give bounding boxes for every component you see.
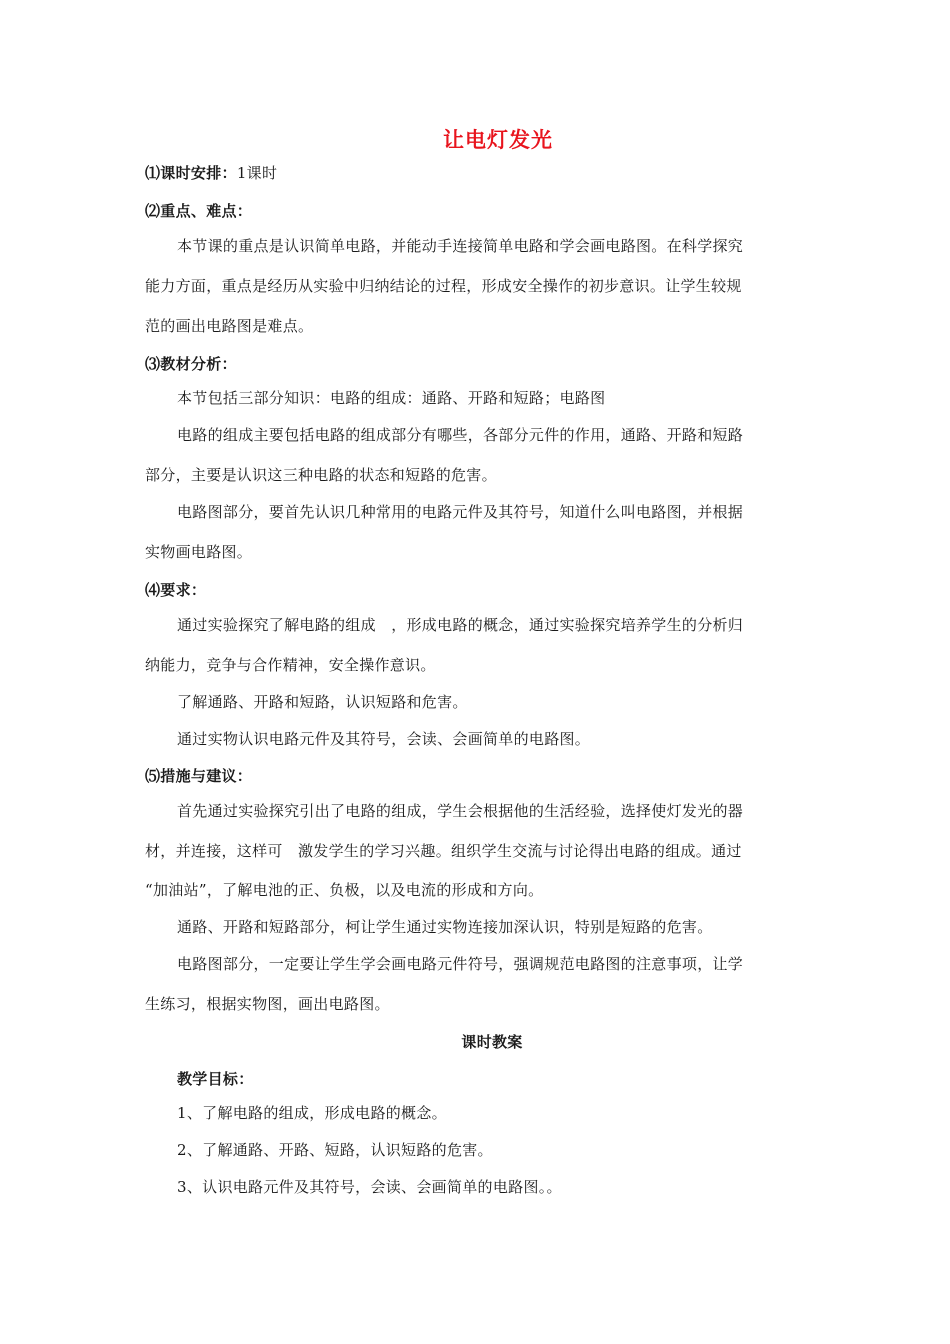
section-schedule: [145, 162, 810, 184]
section-heading: ⑷要求：: [145, 581, 207, 599]
paragraph-line: 部分，主要是认识这三种电路的状态和短路的危害。: [145, 466, 497, 484]
paragraph-line: 生练习，根据实物图，画出电路图。: [145, 995, 390, 1013]
paragraph-line: 通路、开路和短路部分，柯让学生通过实物连接加深认识，特别是短路的危害。: [177, 918, 713, 936]
paragraph-line: 通过实验探究了解电路的组成 ，形成电路的概念，通过实验探究培养学生的分析归: [177, 616, 744, 634]
paragraph-line: 电路图部分，一定要让学生学会画电路元件符号，强调规范电路图的注意事项，让学: [177, 955, 744, 973]
paragraph-line: 本节课的重点是认识简单电路，并能动手连接简单电路和学会画电路图。在科学探究: [177, 237, 744, 255]
section-heading: ⑶教材分析：: [145, 355, 237, 373]
section-heading: ⑴课时安排：: [145, 164, 237, 182]
paragraph-line: 纳能力，竞争与合作精神，安全操作意识。: [145, 656, 436, 674]
objective-item: 2、了解通路、开路、短路，认识短路的危害。: [177, 1141, 493, 1159]
lesson-plan-heading: 课时教案: [461, 1033, 523, 1051]
paragraph-line: 了解通路、开路和短路，认识短路和危害。: [177, 693, 468, 711]
paragraph-line: 能力方面，重点是经历从实验中归纳结论的过程，形成安全操作的初步意识。让学生较规: [145, 277, 742, 295]
section-heading: ⑸措施与建议：: [145, 767, 253, 785]
paragraph-line: 实物画电路图。: [145, 543, 253, 561]
objective-item: 3、认识电路元件及其符号，会读、会画简单的电路图。。: [177, 1178, 562, 1196]
paragraph-line: 电路图部分，要首先认识几种常用的电路元件及其符号，知道什么叫电路图，并根据: [177, 503, 744, 521]
paragraph-line: “加油站”，了解电池的正、负极，以及电流的形成和方向。: [145, 881, 544, 899]
paragraph-line: 范的画出电路图是难点。: [145, 317, 314, 335]
objectives-heading: 教学目标：: [177, 1070, 254, 1088]
paragraph-line: 首先通过实验探究引出了电路的组成，学生会根据他的生活经验，选择使灯发光的器: [177, 802, 744, 820]
objective-item: 1、了解电路的组成，形成电路的概念。: [177, 1104, 447, 1122]
schedule-value: 1课时: [236, 164, 278, 182]
paragraph-line: 通过实物认识电路元件及其符号，会读、会画简单的电路图。: [177, 730, 591, 748]
paragraph-line: 电路的组成主要包括电路的组成部分有哪些，各部分元件的作用，通路、开路和短路: [177, 426, 744, 444]
paragraph-line: 本节包括三部分知识：电路的组成：通路、开路和短路；电路图: [177, 389, 606, 407]
paragraph-line: 材，并连接，这样可 激发学生的学习兴趣。组织学生交流与讨论得出电路的组成。通过: [145, 842, 742, 860]
section-heading: ⑵重点、难点：: [145, 202, 253, 220]
document-title: 让电灯发光: [443, 127, 553, 152]
